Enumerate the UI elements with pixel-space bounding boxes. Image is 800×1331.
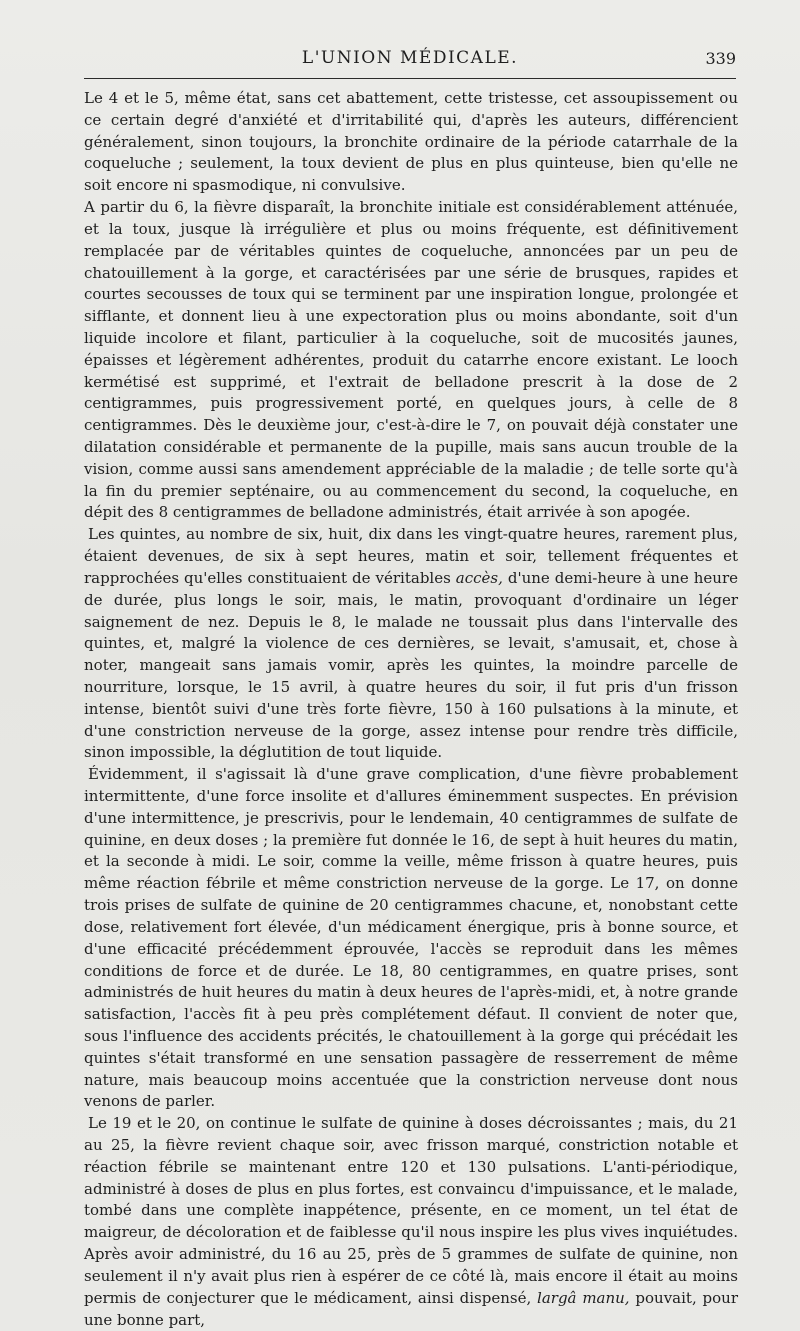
paragraph-3-text-a: Les quintes, au nombre de six, huit, dix dans les vingt-quatre heures, rarement plus, étaient devenues, de six à sept heures, matin et soir, tellement fréquentes et rapprochées qu'elles constituaient de véritables: [84, 525, 738, 587]
paragraph-3-text-b: d'une demi-heure à une heure de durée, plus longs le soir, mais, le matin, provoquant d'ordinaire un léger saignement de nez. Depuis le 8, le malade ne toussait plus dans l'intervalle des quintes, et, malgré la violence de ces dernières, se levait, s'amusait, et, chose à noter, mangeait sans jamais vomir, après les quintes, la moindre parcelle de nourriture, lorsque, le 15 avril, à quatre heures du soir, il fut pris d'un frisson intense, bientôt suivi d'une très forte fièvre, 150 à 160 pulsations à la minute, et d'une constriction nerveuse de la gorge, assez intense pour rendre très difficile, sinon impossible, la déglutition de tout liquide.: [84, 568, 738, 762]
paragraph-5: [84, 1113, 738, 1331]
journal-title: L'UNION MÉDICALE.: [301, 48, 519, 68]
page-number: 339: [705, 49, 736, 68]
paragraph-3-italic: accès,: [455, 568, 503, 587]
paragraph-5-text-b: pouvait, pour une bonne part,: [84, 1288, 739, 1329]
body-text: [84, 88, 738, 1331]
running-head: [82, 46, 738, 76]
paragraph-4: Évidemment, il s'agissait là d'une grave complication, d'une fièvre probablement intermittente, d'une force insolite et d'allures éminemment suspectes. En prévision d'une intermittence, je prescrivis, pour le lendemain, 40 centigrammes de sulfate de quinine, en deux doses ; la première fut donnée le 16, de sept à huit heures du matin, et la seconde à midi. Le soir, comme la veille, même frisson à quatre heures, puis même réaction fébrile et même constriction nerveuse de la gorge. Le 17, on donne trois prises de sulfate de quinine de 20 centigrammes chacune, et, nonobstant cette dose, relativement fort élevée, d'un médicament énergique, pris à bonne source, et d'une efficacité précédemment éprouvée, l'accès se reproduit dans les mêmes conditions de force et de durée. Le 18, 80 centigrammes, en quatre prises, sont administrés de huit heures du matin à deux heures de l'après-midi, et, à notre grande satisfaction, l'accès fit à peu près complétement défaut. Il convient de noter que, sous l'influence des accidents précités, le chatouillement à la gorge qui précédait les quintes s'était transformé en une sensation passagère de resserrement de même nature, mais beaucoup moins accentuée que la constriction nerveuse dont nous venons de parler.: [84, 765, 738, 1111]
paragraph-2: A partir du 6, la fièvre disparaît, la bronchite initiale est considérablement atténuée, et la toux, jusque là irrégulière et plus ou moins fréquente, est définitivement remplacée par de véritables quintes de coqueluche, annoncées par un peu de chatouillement à la gorge, et caractérisées par une série de brusques, rapides et courtes secousses de toux qui se terminent par une inspiration longue, prolongée et sifflante, et donnent lieu à une expectoration plus ou moins abondante, soit d'un liquide incolore et filant, particulier à la coqueluche, soit de mucosités jaunes, épaisses et légèrement adhérentes, produit du catarrhe encore existant. Le looch kermétisé est supprimé, et l'extrait de belladone prescrit à la dose de 2 centigrammes, puis progressivement porté, en quelques jours, à celle de 8 centigrammes. Dès le deuxième jour, c'est-à-dire le 7, on pouvait déjà constater une dilatation considérable et permanente de la pupille, mais sans aucun trouble de la vision, comme aussi sans amendement appréciable de la maladie ; de telle sorte qu'à la fin du premier septénaire, ou au commencement du second, la coqueluche, en dépit des 8 centigrammes de belladone administrés, était arrivée à son apogée.: [84, 198, 738, 522]
paragraph-5-italic: largâ manu,: [537, 1288, 630, 1307]
paragraph-3: [84, 524, 738, 764]
paragraph-1: Le 4 et le 5, même état, sans cet abattement, cette tristesse, cet assoupissement ou ce certain degré d'anxiété et d'irritabilité qui, d'après les auteurs, différencient généralement, sinon toujours, la bronchite ordinaire de la période catarrhale de la coqueluche ; seulement, la toux devient de plus en plus quinteuse, bien qu'elle ne soit encore ni spasmodique, ni convulsive.: [84, 89, 738, 195]
header-rule: [84, 78, 736, 79]
paragraph-5-text-a: Le 19 et le 20, on continue le sulfate de quinine à doses décroissantes ; mais, du 21 au 25, la fièvre revient chaque soir, avec frisson marqué, constriction notable et réaction fébrile se maintenant entre 120 et 130 pulsations. L'anti-périodique, administré à doses de plus en plus fortes, est convaincu d'impuissance, et le malade, tombé dans une complète inappétence, présente, en ce moment, un tel état de maigreur, de décoloration et de faiblesse qu'il nous inspire les plus vives inquiétudes. Après avoir administré, du 16 au 25, près de 5 grammes de sulfate de quinine, non seulement il n'y avait plus rien à espérer de ce côté là, mais encore il était au moins permis de conjecturer que le médicament, ainsi dispensé,: [84, 1114, 738, 1307]
